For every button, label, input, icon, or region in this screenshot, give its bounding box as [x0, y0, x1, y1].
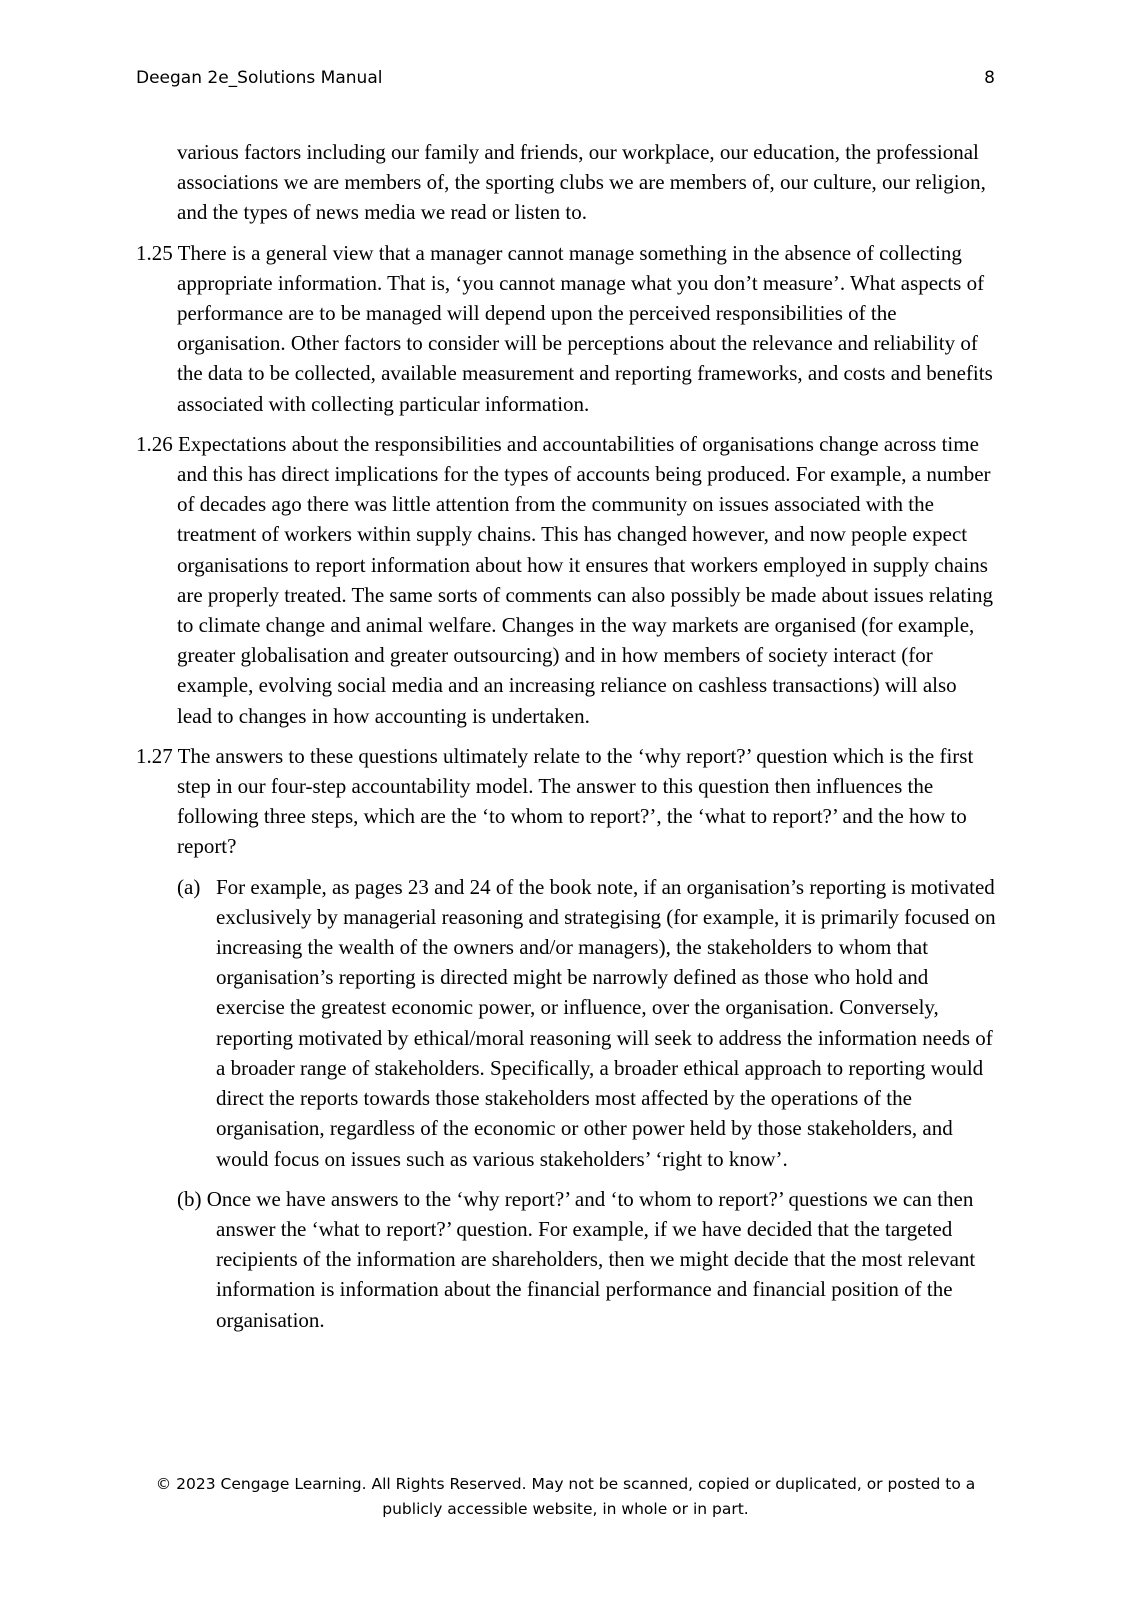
page-header — [136, 68, 995, 94]
subparagraph-text: Once we have answers to the ‘why report?’ and ‘to whom to report?’ questions we can then answer the ‘what to report?’ question. For example, if we have decided that the targeted recipients of the information are shareholders, then we might decide that the most relevant information is information about the financial performance and financial position of the organisation. — [206, 1186, 976, 1332]
copyright-line-1: © 2023 Cengage Learning. All Rights Reserved. May not be scanned, copied or duplicated, or posted to a — [155, 1475, 976, 1493]
continued-paragraph: various factors including our family and friends, our workplace, our education, the professional associations we are members of, the sporting clubs we are members of, our culture, our religion, and the types of news media we read or listen to. — [177, 140, 986, 225]
paragraph-text: There is a general view that a manager cannot manage something in the absence of collecting appropriate information. That is, ‘you cannot manage what you don’t measure’. What aspects of performance are to be managed will depend upon the perceived responsibilities of the organisation. Other factors to consider will be perceptions about the relevance and reliability of the data to be collected, available measurement and reporting frameworks, and costs and benefits associated with collecting particular information. — [177, 240, 993, 416]
document-body — [136, 137, 996, 1345]
document-title: Deegan 2e_Solutions Manual — [136, 68, 383, 88]
paragraph-text: The answers to these questions ultimately relate to the ‘why report?’ question which is the first step in our four-step accountability model. The answer to this question then influences the following three steps, which are the ‘to whom to report?’, the ‘what to report?’ and the how to report? — [177, 743, 974, 859]
paragraph-text: Expectations about the responsibilities and accountabilities of organisations change across time and this has direct implications for the types of accounts being produced. For example, a number of decades ago there was little attention from the community on issues associated with the treatment of workers within supply chains. This has changed however, and now people expect organisations to report information about how it ensures that workers employed in supply chains are properly treated. The same sorts of comments can also possibly be made about issues relating to climate change and animal welfare. Changes in the way markets are organised (for example, greater globalisation and greater outsourcing) and in how members of society interact (for example, evolving social media and an increasing reliance on cashless transactions) will also lead to changes in how accounting is undertaken. — [177, 431, 994, 728]
paragraph-number: 1.27 — [136, 743, 173, 768]
subparagraph-label: (b) — [177, 1186, 202, 1211]
subparagraph-text: For example, as pages 23 and 24 of the book note, if an organisation’s reporting is motivated exclusively by managerial reasoning and strategising (for example, it is primarily focused on increasing the wealth of the owners and/or managers), the stakeholders to whom that organisation’s reporting is directed might be narrowly defined as those who hold and exercise the greatest economic power, or influence, over the organisation. Conversely, reporting motivated by ethical/moral reasoning will seek to address the information needs of a broader range of stakeholders. Specifically, a broader ethical approach to reporting would direct the reports towards those stakeholders most affected by the operations of the organisation, regardless of the economic or other power held by those stakeholders, and would focus on issues such as various stakeholders’ ‘right to know’. — [216, 874, 996, 1171]
copyright-line-2: publicly accessible website, in whole or in part. — [382, 1500, 749, 1518]
paragraph-number: 1.26 — [136, 431, 173, 456]
paragraph-1-26 — [136, 429, 996, 731]
subparagraph-a — [177, 872, 996, 1174]
paragraph-1-27 — [136, 741, 996, 862]
paragraph-number: 1.25 — [136, 240, 173, 265]
page-number: 8 — [984, 68, 995, 88]
page-footer — [100, 1472, 1031, 1522]
subparagraph-label: (a) — [177, 874, 201, 899]
subparagraph-b — [177, 1184, 996, 1335]
paragraph-1-25 — [136, 238, 996, 419]
